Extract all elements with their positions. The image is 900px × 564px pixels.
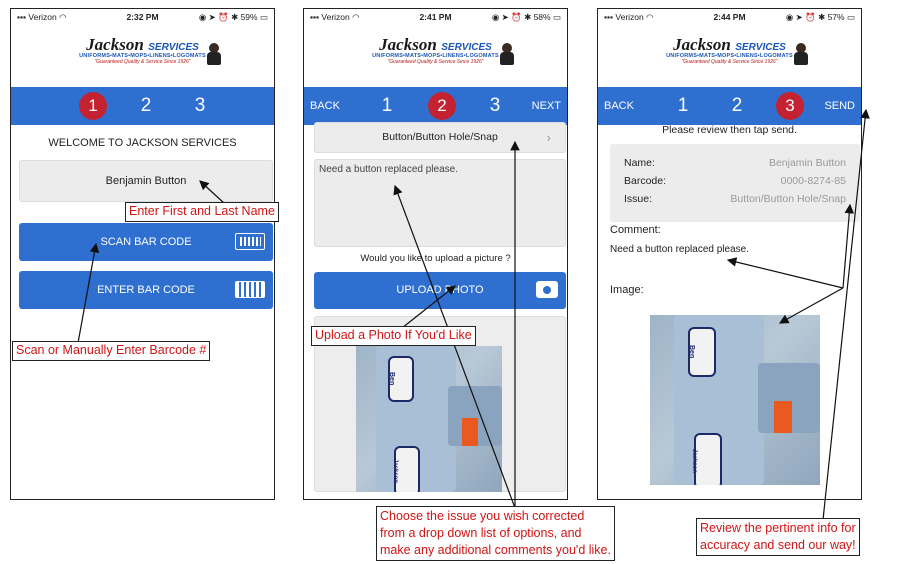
name-patch: Ben xyxy=(388,356,414,402)
status-bar xyxy=(598,9,861,25)
barcode-value: 0000-8274-85 xyxy=(780,175,846,187)
next-button[interactable]: NEXT xyxy=(531,100,561,112)
mascot-icon xyxy=(207,43,221,65)
name-field[interactable]: Benjamin Button xyxy=(19,160,273,202)
send-button[interactable]: SEND xyxy=(824,100,855,112)
callout-review xyxy=(696,518,860,556)
step-2[interactable]: 2 xyxy=(140,95,152,116)
name-label: Name: xyxy=(624,157,655,169)
logo: Jackson SERVICES UNIFORMS•MATS•MOPS•LINENS•LOGOMATS "Guaranteed Quality & Service Since 1926" xyxy=(79,35,206,65)
garment-tag xyxy=(462,418,478,446)
step-3[interactable]: 3 xyxy=(194,95,206,116)
battery: ◉ ➤ ⏰ ✱ 59% ▭ xyxy=(198,11,268,22)
phone-screen-step1 xyxy=(10,8,275,500)
comment-value: Need a button replaced please. xyxy=(610,244,749,255)
step-3[interactable]: 3 xyxy=(489,95,501,116)
scan-button-label: SCAN BAR CODE xyxy=(100,236,192,248)
enter-button-label: ENTER BAR CODE xyxy=(97,284,195,296)
issue-label: Issue: xyxy=(624,193,653,205)
logo: Jackson SERVICES UNIFORMS•MATS•MOPS•LINENS•LOGOMATS "Guaranteed Quality & Service Since 1926" xyxy=(372,35,499,65)
phone-screen-step3 xyxy=(597,8,862,500)
image-label: Image: xyxy=(610,284,644,296)
clock: 2:32 PM xyxy=(126,12,159,22)
logo-patch: Jackson xyxy=(394,446,420,492)
chevron-right-icon: › xyxy=(546,130,551,145)
mascot-icon xyxy=(500,43,514,65)
scan-bar-code-button[interactable] xyxy=(19,223,273,261)
back-button[interactable]: BACK xyxy=(310,100,340,112)
callout-barcode: Scan or Manually Enter Barcode # xyxy=(12,341,210,361)
battery: ◉ ➤ ⏰ ✱ 57% ▭ xyxy=(785,11,855,22)
enter-bar-code-button[interactable] xyxy=(19,271,273,309)
upload-prompt: Would you like to upload a picture ? xyxy=(360,253,511,264)
callout-review-line2: accuracy and send our way! xyxy=(700,538,856,552)
carrier: ▪▪▪ Verizon ◠ xyxy=(310,11,360,22)
callout-issue xyxy=(376,506,615,561)
callout-name: Enter First and Last Name xyxy=(125,202,279,222)
barcode-label: Barcode: xyxy=(624,175,667,187)
welcome-heading: WELCOME TO JACKSON SERVICES xyxy=(48,137,237,149)
step-2[interactable]: 2 xyxy=(731,95,743,116)
step-3-active[interactable]: 3 xyxy=(776,92,804,120)
carrier: ▪▪▪ Verizon ◠ xyxy=(604,11,654,22)
review-summary xyxy=(610,144,860,222)
logo-patch: Jackson xyxy=(694,433,722,485)
step-1[interactable]: 1 xyxy=(381,95,393,116)
callout-issue-line2: from a drop down list of options, and xyxy=(380,526,582,540)
comment-textarea[interactable]: Need a button replaced please. xyxy=(314,159,566,247)
barcode-icon xyxy=(235,233,265,250)
step-bar xyxy=(304,87,567,125)
camera-icon xyxy=(536,281,558,298)
clock: 2:41 PM xyxy=(419,12,452,22)
review-shirt-photo xyxy=(650,315,820,485)
status-bar xyxy=(11,9,274,25)
logo: Jackson SERVICES UNIFORMS•MATS•MOPS•LINENS•LOGOMATS "Guaranteed Quality & Service Since 1926" xyxy=(666,35,793,65)
issue-value: Button/Button Hole/Snap xyxy=(730,193,846,205)
name-patch: Ben xyxy=(688,327,716,377)
clock: 2:44 PM xyxy=(713,12,746,22)
phone-screen-step2 xyxy=(303,8,568,500)
comment-label: Comment: xyxy=(610,224,661,236)
step-bar xyxy=(11,87,274,125)
callout-review-line1: Review the pertinent info for xyxy=(700,521,856,535)
step-bar xyxy=(598,87,861,125)
uploaded-shirt-photo xyxy=(356,346,502,492)
upload-button-label: UPLOAD PHOTO xyxy=(396,284,484,296)
upload-photo-button[interactable] xyxy=(314,272,566,309)
status-bar xyxy=(304,9,567,25)
review-prompt: Please review then tap send. xyxy=(662,124,797,136)
back-button[interactable]: BACK xyxy=(604,100,634,112)
mascot-icon xyxy=(794,43,808,65)
callout-issue-line3: make any additional comments you'd like. xyxy=(380,543,611,557)
step-1[interactable]: 1 xyxy=(677,95,689,116)
callout-photo: Upload a Photo If You'd Like xyxy=(311,326,476,346)
issue-select-value: Button/Button Hole/Snap xyxy=(382,131,498,143)
battery: ◉ ➤ ⏰ ✱ 58% ▭ xyxy=(491,11,561,22)
name-value: Benjamin Button xyxy=(768,157,846,169)
garment-tag xyxy=(774,401,792,433)
issue-select[interactable] xyxy=(314,122,566,153)
keyboard-icon xyxy=(235,281,265,298)
callout-issue-line1: Choose the issue you wish corrected xyxy=(380,509,585,523)
step-2-active[interactable]: 2 xyxy=(428,92,456,120)
carrier: ▪▪▪ Verizon ◠ xyxy=(17,11,67,22)
step-1-active[interactable]: 1 xyxy=(79,92,107,120)
